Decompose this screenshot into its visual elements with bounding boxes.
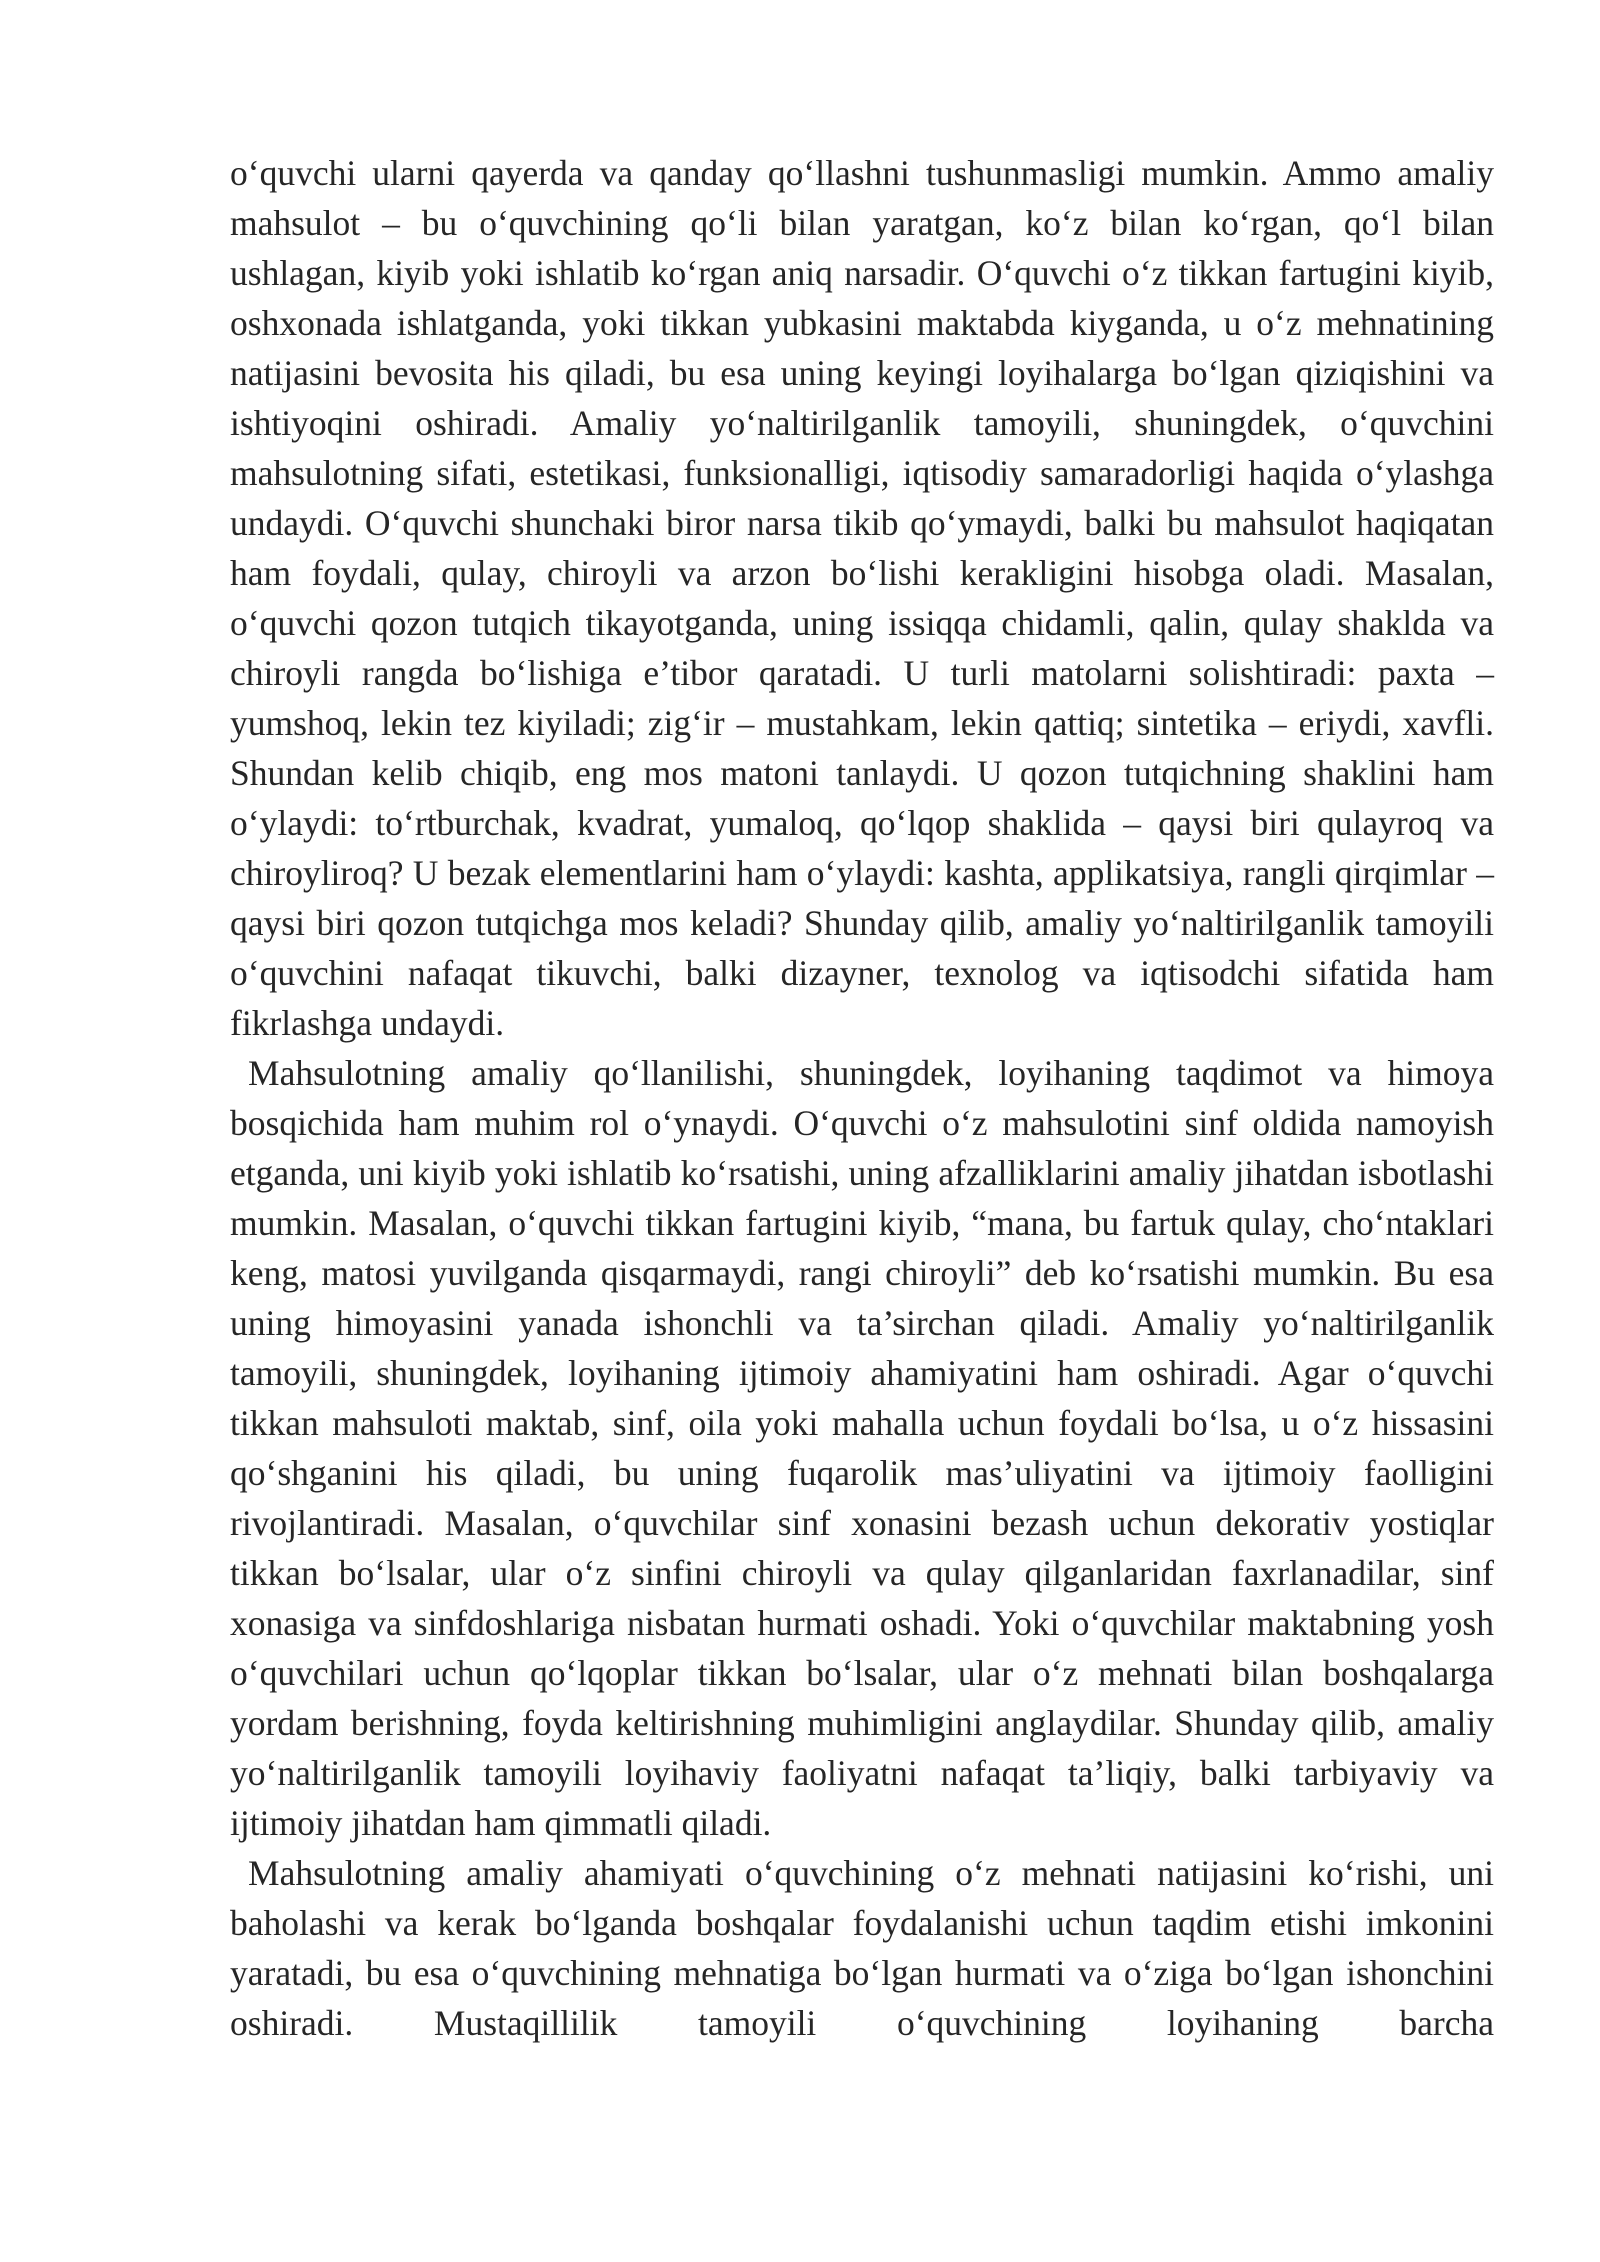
document-page (230, 148, 1494, 2048)
paragraph-3: Mahsulotning amaliy ahamiyati o‘quvchining o‘z mehnati natijasini ko‘rishi, uni baholashi va kerak bo‘lganda boshqalar foydalanishi uchun taqdim etishi imkonini yaratadi, bu esa o‘quvchining mehnatiga bo‘lgan hurmati va o‘ziga bo‘lgan ishonchini oshiradi. Mustaqillilik tamoyili o‘quvchining loyihaning barcha (230, 1853, 1494, 2043)
paragraph-1: o‘quvchi ularni qayerda va qanday qo‘llashni tushunmasligi mumkin. Ammo amaliy mahsulot – bu o‘quvchining qo‘li bilan yaratgan, ko‘z bilan ko‘rgan, qo‘l bilan ushlagan, kiyib yoki ishlatib ko‘rgan aniq narsadir. O‘quvchi o‘z tikkan fartugini kiyib, oshxonada ishlatganda, yoki tikkan yubkasini maktabda kiyganda, u o‘z mehnatining natijasini bevosita his qiladi, bu esa uning keyingi loyihalarga bo‘lgan qiziqishini va ishtiyoqini oshiradi. Amaliy yo‘naltirilganlik tamoyili, shuningdek, o‘quvchini mahsulotning sifati, estetikasi, funksionalligi, iqtisodiy samaradorligi haqida o‘ylashga undaydi. O‘quvchi shunchaki biror narsa tikib qo‘ymaydi, balki bu mahsulot haqiqatan ham foydali, qulay, chiroyli va arzon bo‘lishi kerakligini hisobga oladi. Masalan, o‘quvchi qozon tutqich tikayotganda, uning issiqqa chidamli, qalin, qulay shaklda va chiroyli rangda bo‘lishiga e’tibor qaratadi. U turli matolarni solishtiradi: paxta – yumshoq, lekin tez kiyiladi; zig‘ir – mustahkam, lekin qattiq; sintetika – eriydi, xavfli. Shundan kelib chiqib, eng mos matoni tanlaydi. U qozon tutqichning shaklini ham o‘ylaydi: to‘rtburchak, kvadrat, yumaloq, qo‘lqop shaklida – qaysi biri qulayroq va chiroyliroq? U bezak elementlarini ham o‘ylaydi: kashta, applikatsiya, rangli qirqimlar – qaysi biri qozon tutqichga mos keladi? Shunday qilib, amaliy yo‘naltirilganlik tamoyili o‘quvchini nafaqat tikuvchi, balki dizayner, texnolog va iqtisodchi sifatida ham fikrlashga undaydi. (230, 153, 1494, 1043)
paragraph-2: Mahsulotning amaliy qo‘llanilishi, shuningdek, loyihaning taqdimot va himoya bosqichida ham muhim rol o‘ynaydi. O‘quvchi o‘z mahsulotini sinf oldida namoyish etganda, uni kiyib yoki ishlatib ko‘rsatishi, uning afzalliklarini amaliy jihatdan isbotlashi mumkin. Masalan, o‘quvchi tikkan fartugini kiyib, “mana, bu fartuk qulay, cho‘ntaklari keng, matosi yuvilganda qisqarmaydi, rangi chiroyli” deb ko‘rsatishi mumkin. Bu esa uning himoyasini yanada ishonchli va ta’sirchan qiladi. Amaliy yo‘naltirilganlik tamoyili, shuningdek, loyihaning ijtimoiy ahamiyatini ham oshiradi. Agar o‘quvchi tikkan mahsuloti maktab, sinf, oila yoki mahalla uchun foydali bo‘lsa, u o‘z hissasini qo‘shganini his qiladi, bu uning fuqarolik mas’uliyatini va ijtimoiy faolligini rivojlantiradi. Masalan, o‘quvchilar sinf xonasini bezash uchun dekorativ yostiqlar tikkan bo‘lsalar, ular o‘z sinfini chiroyli va qulay qilganlaridan faxrlanadilar, sinf xonasiga va sinfdoshlariga nisbatan hurmati oshadi. Yoki o‘quvchilar maktabning yosh o‘quvchilari uchun qo‘lqoplar tikkan bo‘lsalar, ular o‘z mehnati bilan boshqalarga yordam berishning, foyda keltirishning muhimligini anglaydilar. Shunday qilib, amaliy yo‘naltirilganlik tamoyili loyihaviy faoliyatni nafaqat ta’liqiy, balki tarbiyaviy va ijtimoiy jihatdan ham qimmatli qiladi. (230, 1053, 1494, 1843)
